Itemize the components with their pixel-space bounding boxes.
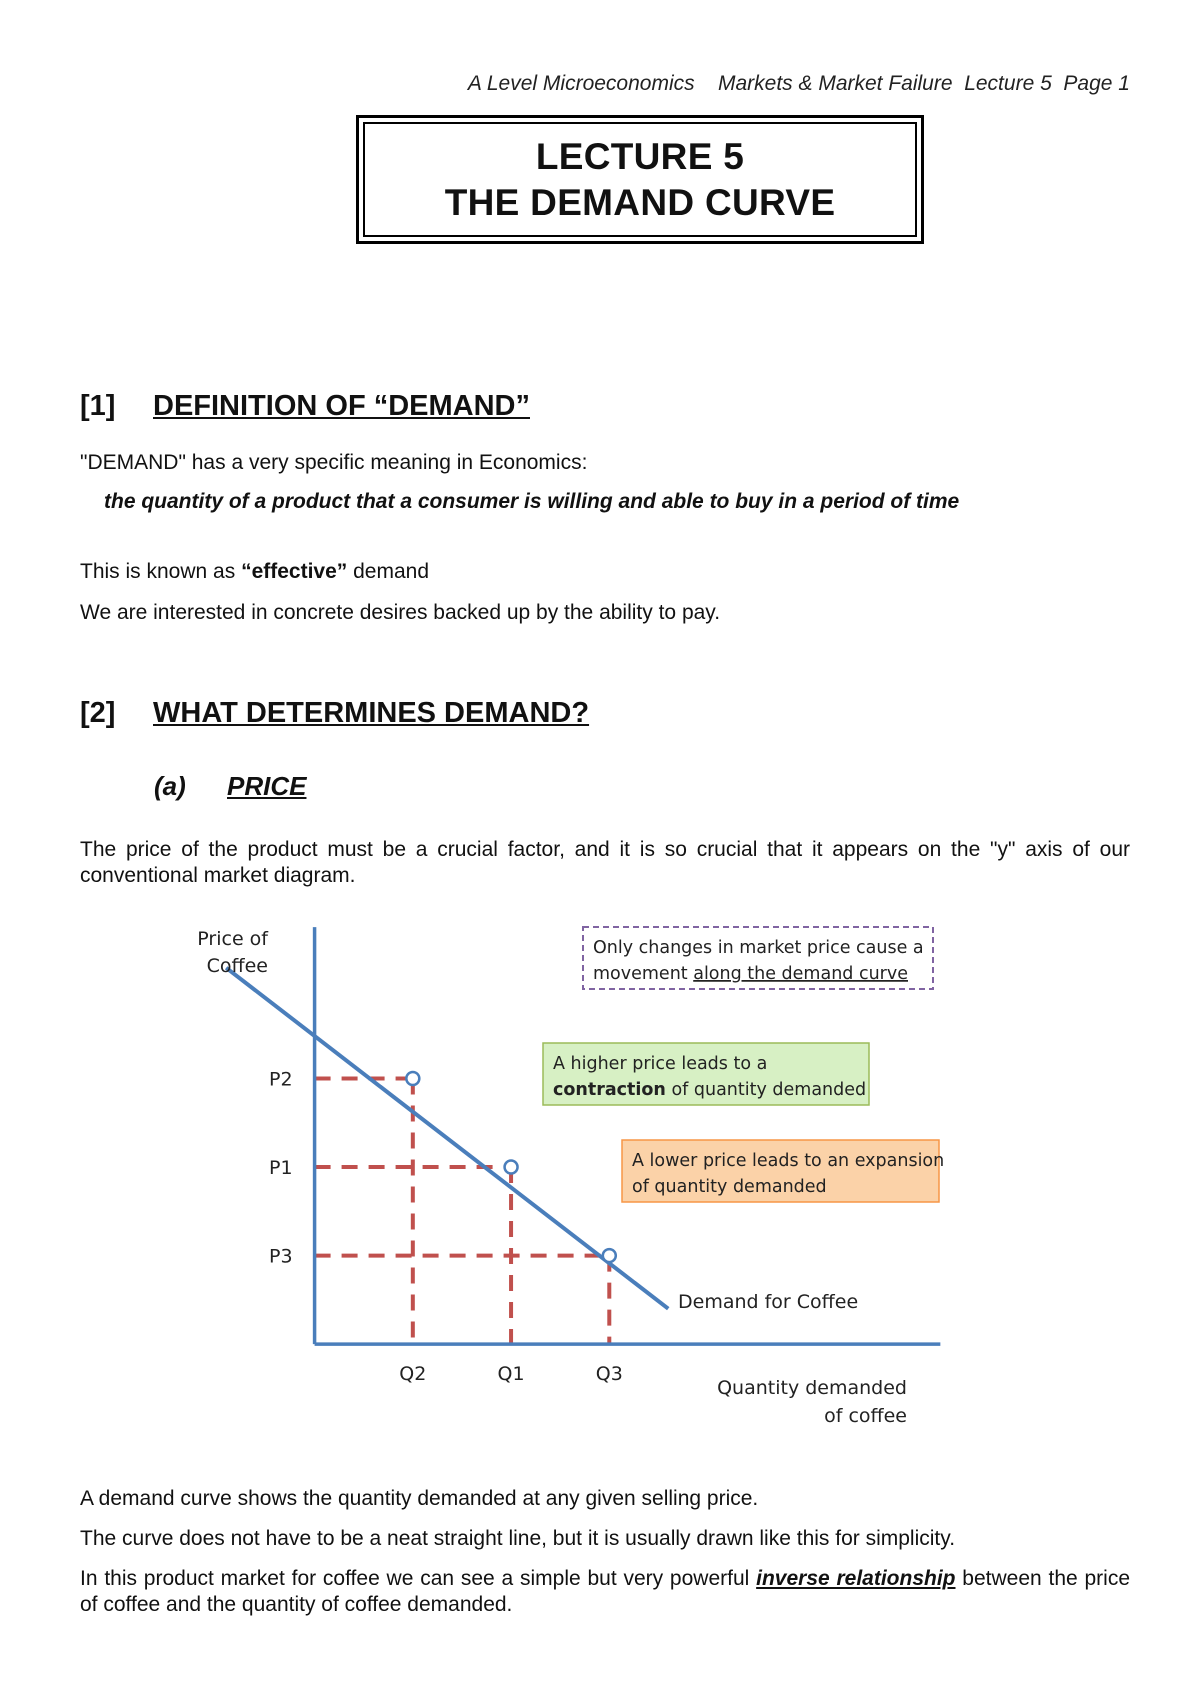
section-1-intro: "DEMAND" has a very specific meaning in Economics:	[80, 451, 588, 474]
expansion-callout	[622, 1140, 944, 1202]
title-line-2: THE DEMAND CURVE	[444, 181, 836, 223]
x-axis-label-line-2: of coffee	[824, 1405, 907, 1427]
title-box	[356, 115, 924, 244]
closing-paragraph-3	[80, 1566, 1130, 1618]
quantity-tick-q2: Q2	[399, 1363, 427, 1386]
contraction-word: contraction	[553, 1080, 666, 1100]
section-2-title: WHAT DETERMINES DEMAND?	[153, 697, 590, 729]
note-line-2-underlined: along the demand curve	[693, 964, 908, 984]
closing-paragraph-1: A demand curve shows the quantity demanded at any given selling price.	[80, 1487, 759, 1510]
contraction-rest: of quantity demanded	[665, 1080, 867, 1100]
price-tick-labels	[269, 1068, 293, 1267]
note-box	[583, 927, 933, 989]
effective-word: “effective”	[241, 560, 348, 583]
section-1-number: [1]	[80, 390, 116, 422]
demand-point-p3	[603, 1249, 616, 1262]
header-course: A Level Microeconomics	[467, 72, 695, 95]
quantity-tick-labels	[399, 1363, 623, 1385]
closing-p3-post: between the price of coffee and the quantity of coffee demanded.	[80, 1567, 1131, 1616]
closing-p3-pre: In this product market for coffee we can see a simple but very powerful	[80, 1567, 757, 1590]
subsection-price-title: PRICE	[227, 771, 307, 801]
x-axis-label-line-1: Quantity demanded	[717, 1377, 907, 1399]
price-paragraph: The price of the product must be a crucial factor, and it is so crucial that it appears on the "y" axis of our conventional market diagram.	[80, 838, 1130, 887]
interest-line: We are interested in concrete desires backed up by the ability to pay.	[80, 601, 721, 624]
effective-demand-line	[80, 559, 429, 585]
quantity-tick-q1: Q1	[497, 1363, 525, 1386]
note-line-1: Only changes in market price cause a	[593, 938, 924, 958]
header-lecture-page: Lecture 5 Page 1	[964, 72, 1130, 95]
demand-definition: the quantity of a product that a consumer is willing and able to buy in a period of time	[104, 490, 960, 513]
expansion-line-1: A lower price leads to an expansion	[632, 1151, 945, 1171]
note-line-2	[593, 964, 908, 984]
price-tick-p2: P2	[269, 1068, 293, 1091]
section-2-heading	[80, 697, 1080, 733]
section-1-title: DEFINITION OF “DEMAND”	[153, 390, 530, 422]
header-topic: Markets & Market Failure	[717, 72, 953, 95]
price-tick-p1: P1	[269, 1157, 293, 1180]
effective-post: demand	[347, 560, 430, 583]
demand-point-p2	[406, 1072, 419, 1085]
subsection-letter: (a)	[154, 771, 186, 801]
section-2-number: [2]	[80, 697, 116, 729]
contraction-callout	[543, 1043, 869, 1105]
effective-pre: This is known as	[80, 560, 242, 583]
note-line-2-pre: movement	[593, 964, 694, 984]
guide-lines	[315, 1078, 610, 1344]
expansion-line-2: of quantity demanded	[632, 1177, 827, 1197]
price-tick-p3: P3	[269, 1245, 293, 1268]
contraction-line-1: A higher price leads to a	[553, 1054, 768, 1074]
inverse-relationship-emphasis: inverse relationship	[756, 1567, 956, 1590]
page-header	[0, 72, 1130, 96]
section-1-heading	[80, 390, 1080, 426]
demand-curve-chart	[180, 920, 960, 1430]
y-axis-label-line-1: Price of	[197, 928, 268, 950]
quantity-tick-q3: Q3	[595, 1363, 623, 1386]
closing-paragraph-2: The curve does not have to be a neat straight line, but it is usually drawn like this for simplicity.	[80, 1527, 956, 1550]
demand-point-p1	[505, 1161, 518, 1174]
contraction-line-2	[553, 1080, 866, 1100]
title-line-1: LECTURE 5	[535, 135, 745, 177]
y-axis-label-line-2: Coffee	[206, 955, 268, 977]
demand-curve-label: Demand for Coffee	[678, 1291, 859, 1313]
